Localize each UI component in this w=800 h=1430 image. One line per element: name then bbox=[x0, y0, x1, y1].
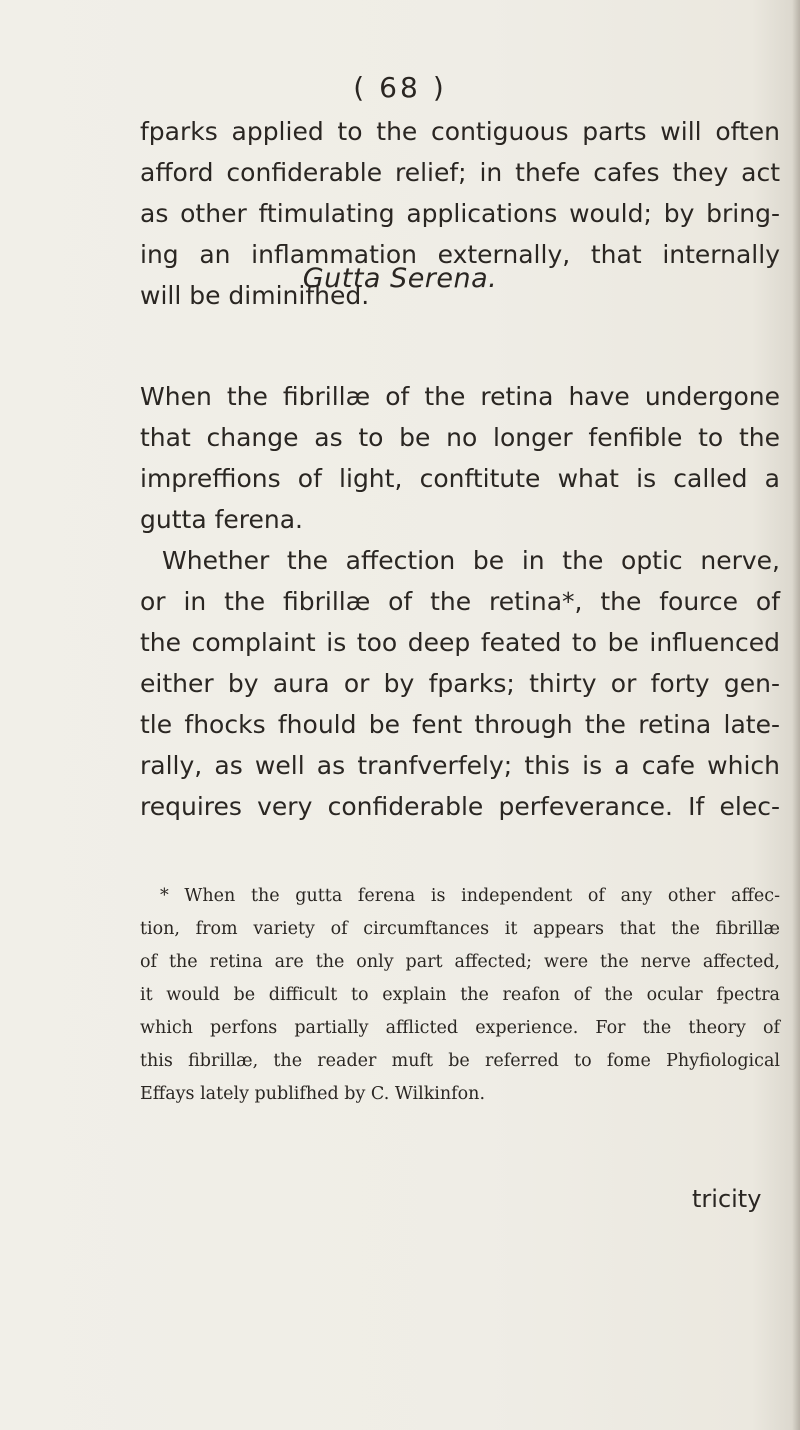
text-line: either by aura or by fparks; thirty or forty gen- bbox=[140, 669, 780, 698]
footnote-line: Effays lately publifhed by C. Wilkinfon. bbox=[140, 1084, 486, 1104]
running-head bbox=[0, 71, 800, 104]
text-line: tle fhocks fhould be fent through the retina late- bbox=[140, 710, 780, 739]
text-line: will be diminifhed. bbox=[140, 281, 370, 310]
footnote-line: it would be difficult to explain the reafon of the ocular fpectra bbox=[140, 985, 780, 1005]
text-line: that change as to be no longer fenfible to the bbox=[140, 423, 780, 452]
footnote-line: * When the gutta ferena is independent of any other affec- bbox=[160, 886, 780, 906]
page-edge-shadow bbox=[792, 0, 800, 1430]
text-line: impreffions of light, conftitute what is called a bbox=[140, 464, 780, 493]
text-line: fparks applied to the contiguous parts will often bbox=[140, 117, 780, 146]
text-line: rally, as well as tranfverfely; this is a cafe which bbox=[140, 751, 780, 780]
text-line: or in the fibrillæ of the retina*, the fource of bbox=[140, 587, 780, 616]
footnote-line: which perfons partially afflicted experience. For the theory of bbox=[140, 1018, 780, 1038]
footnote-line: this fibrillæ, the reader muft be referred to fome Phyfiological bbox=[140, 1051, 780, 1071]
text-line: the complaint is too deep feated to be influenced bbox=[140, 628, 780, 657]
catchword: tricity bbox=[692, 1185, 762, 1213]
page-number: 68 bbox=[379, 71, 421, 104]
footnote-line: tion, from variety of circumftances it appears that the fibrillæ bbox=[140, 919, 780, 939]
running-head-open-paren: ( bbox=[353, 71, 368, 104]
text-line: Whether the affection be in the optic nerve, bbox=[162, 546, 780, 575]
footnote-line: of the retina are the only part affected; were the nerve affected, bbox=[140, 952, 780, 972]
running-head-close-paren: ) bbox=[432, 71, 447, 104]
text-line: gutta ferena. bbox=[140, 505, 303, 534]
text-line: as other ftimulating applications would; by bring- bbox=[140, 199, 780, 228]
text-line: When the fibrillæ of the retina have undergone bbox=[140, 382, 780, 411]
text-line: requires very confiderable perfeverance. If elec- bbox=[140, 792, 780, 821]
section-title: Gutta Serena. bbox=[302, 263, 498, 294]
text-line: afford confiderable relief; in thefe cafes they act bbox=[140, 158, 780, 187]
text-line: ing an inflammation externally, that internally bbox=[140, 240, 780, 269]
